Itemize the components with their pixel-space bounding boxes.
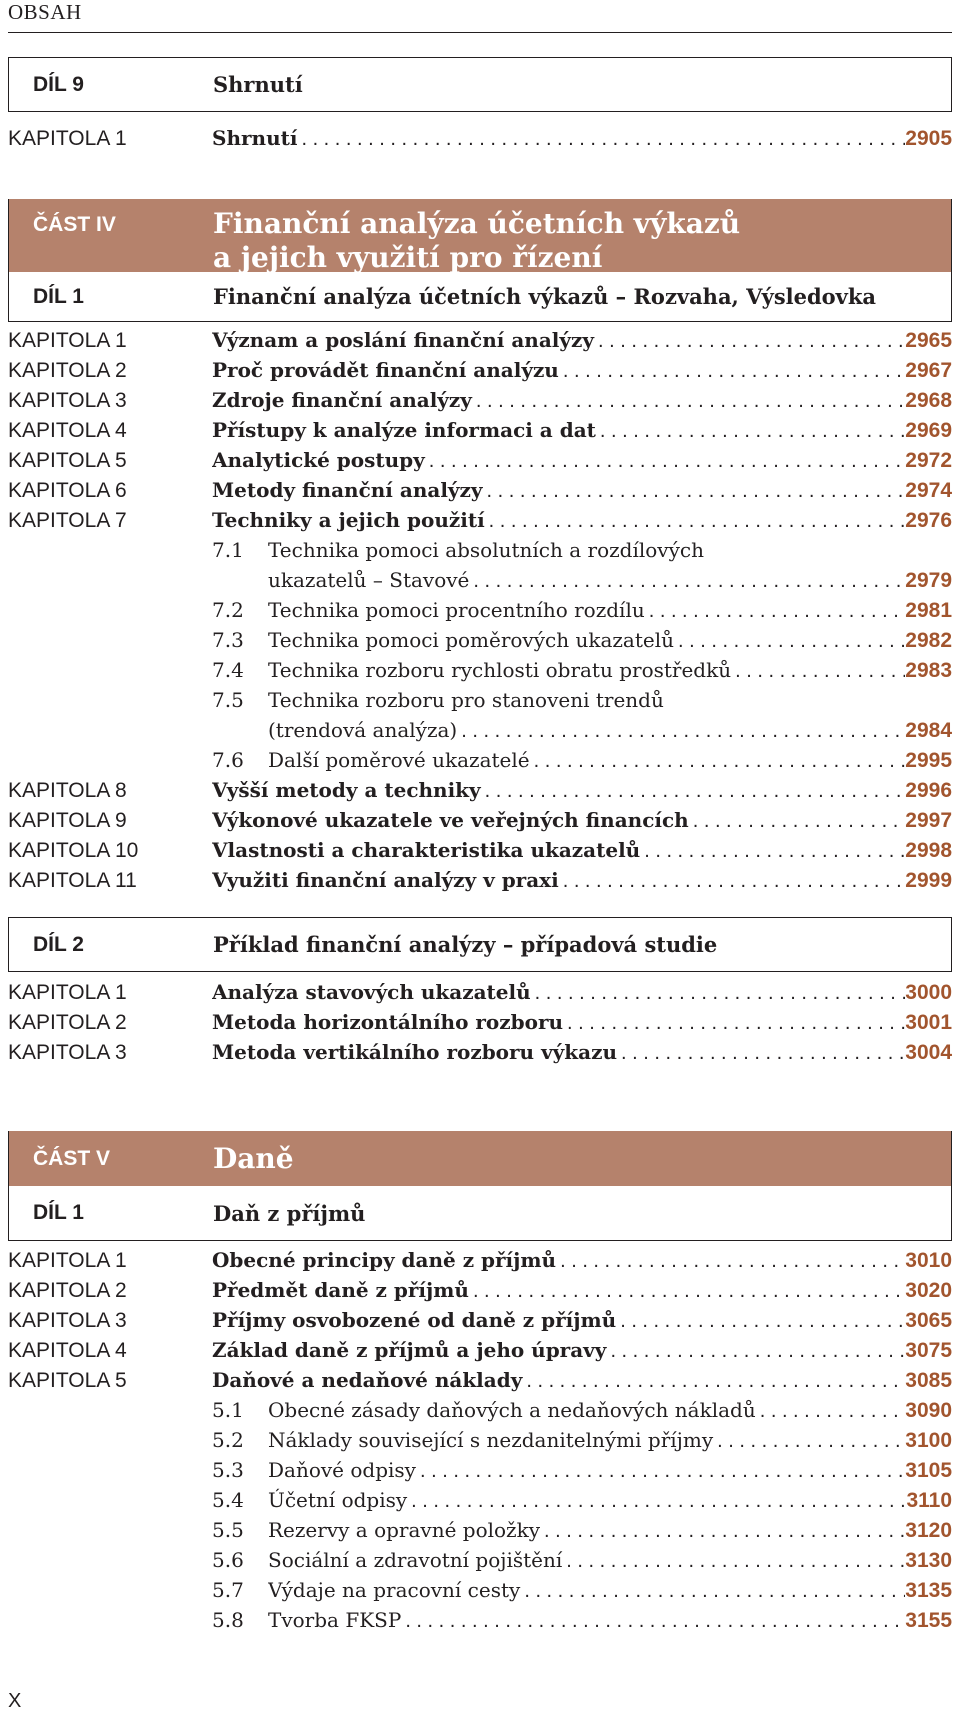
chapter-label: KAPITOLA 6 [8, 479, 127, 502]
section-title: Výdaje na pracovní cesty [268, 1578, 521, 1602]
chapter-label: KAPITOLA 11 [8, 869, 137, 892]
dot-leader [469, 1276, 905, 1306]
chapter-label: KAPITOLA 9 [8, 809, 127, 832]
chapter-label: KAPITOLA 4 [8, 419, 127, 442]
chapter-title: Shrnutí [212, 126, 298, 150]
chapter-title: Výkonové ukazatele ve veřejných financích [212, 808, 689, 832]
toc-subentry[interactable] [8, 595, 952, 625]
toc-entry[interactable] [8, 805, 952, 835]
dil-label: DÍL 1 [33, 1201, 84, 1224]
dot-leader [596, 416, 905, 446]
page-number: 2965 [905, 329, 952, 352]
page-number: 3001 [905, 1011, 952, 1034]
page-number: 3100 [905, 1429, 952, 1452]
header-label: OBSAH [8, 0, 82, 24]
section-number: 7.3 [212, 628, 244, 652]
toc-entry[interactable] [8, 415, 952, 445]
chapter-label: KAPITOLA 5 [8, 1369, 127, 1392]
toc-entry[interactable] [8, 385, 952, 415]
chapter-title: Vlastnosti a charakteristika ukazatelů [212, 838, 641, 862]
chapter-label: KAPITOLA 8 [8, 779, 127, 802]
cast4-dil2-heading [8, 917, 952, 972]
section-title: Technika pomoci poměrových ukazatelů [268, 628, 675, 652]
page-number: 2905 [905, 127, 952, 150]
chapter-label: KAPITOLA 1 [8, 329, 127, 352]
dil-label: DÍL 1 [33, 284, 84, 308]
cast5-heading [8, 1131, 952, 1186]
toc-entry[interactable] [8, 1245, 952, 1275]
section-number: 5.7 [212, 1578, 244, 1602]
section-number: 5.6 [212, 1548, 244, 1572]
dot-leader [483, 476, 906, 506]
chapter-title: Techniky a jejich použití [212, 508, 485, 532]
page-number: 3135 [905, 1579, 952, 1602]
chapter-title: Analýza stavových ukazatelů [212, 980, 531, 1004]
section-number: 5.1 [212, 1398, 244, 1422]
dot-leader [645, 596, 906, 626]
dot-leader [674, 626, 905, 656]
dot-leader [407, 1486, 906, 1516]
page-number: 2982 [905, 629, 952, 652]
dil-title: Daň z příjmů [213, 1200, 366, 1226]
page-number: 3110 [906, 1489, 952, 1512]
toc-entry[interactable] [8, 123, 952, 153]
table-of-contents [8, 57, 952, 1635]
page-number: 3065 [905, 1309, 952, 1332]
dot-leader [469, 566, 905, 596]
dot-leader [559, 356, 905, 386]
dot-leader [713, 1426, 905, 1456]
page-number: 2969 [905, 419, 952, 442]
section-number: 7.6 [212, 748, 244, 772]
toc-subentry[interactable] [8, 655, 952, 685]
dil-label: DÍL 9 [33, 72, 84, 96]
cast4-dil1-heading [8, 272, 952, 322]
toc-subentry[interactable] [8, 1545, 952, 1575]
dil-title: Finanční analýza účetních výkazů – Rozvaha, Výsledovka [213, 284, 877, 309]
dot-leader [617, 1038, 905, 1068]
page-number: 2983 [905, 659, 952, 682]
toc-entry[interactable] [8, 1305, 952, 1335]
dot-leader [559, 866, 906, 896]
chapter-title: Daňové a nedaňové náklady [212, 1368, 523, 1392]
section-number: 5.8 [212, 1608, 244, 1632]
chapter-title: Metoda vertikálního rozboru výkazu [212, 1040, 618, 1064]
page-number: 3010 [905, 1249, 952, 1272]
dot-leader [562, 1546, 905, 1576]
chapter-title: Příjmy osvobozené od daně z příjmů [212, 1308, 617, 1332]
toc-subentry[interactable] [8, 1485, 952, 1515]
dil9-heading [8, 57, 952, 112]
chapter-label: KAPITOLA 3 [8, 1309, 127, 1332]
dot-leader [756, 1396, 906, 1426]
page-number: 2976 [905, 509, 952, 532]
chapter-title: Analytické postupy [212, 448, 425, 472]
dot-leader [531, 978, 906, 1008]
toc-subentry-continuation[interactable] [8, 565, 952, 595]
toc-entry[interactable] [8, 865, 952, 895]
chapter-label: KAPITOLA 2 [8, 359, 127, 382]
section-title: Náklady související s nezdanitelnými příjmy [268, 1428, 714, 1452]
toc-subentry[interactable] [8, 685, 952, 715]
page-number: 2999 [905, 869, 952, 892]
cast-label: ČÁST IV [33, 213, 116, 236]
section-number: 5.4 [212, 1488, 244, 1512]
dot-leader [530, 746, 906, 776]
dil-title: Shrnutí [213, 72, 303, 97]
chapter-title: Zdroje finanční analýzy [212, 388, 472, 412]
dot-leader [616, 1306, 905, 1336]
dil-title: Příklad finanční analýzy – případová studie [213, 932, 718, 957]
dot-leader [689, 806, 906, 836]
page-number: 3085 [905, 1369, 952, 1392]
page-number: 3000 [905, 981, 952, 1004]
page-number: 2979 [905, 569, 952, 592]
section-title: Obecné zásady daňových a nedaňových nákladů [268, 1398, 756, 1422]
section-title: Daňové odpisy [268, 1458, 416, 1482]
chapter-label: KAPITOLA 2 [8, 1279, 127, 1302]
dot-leader [425, 446, 906, 476]
dot-leader [606, 1336, 905, 1366]
section-number: 5.3 [212, 1458, 244, 1482]
dot-leader [731, 656, 905, 686]
section-title: Sociální a zdravotní pojištění [268, 1548, 563, 1572]
cast5-dil1-heading [8, 1186, 952, 1241]
chapter-label: KAPITOLA 1 [8, 981, 127, 1004]
toc-entry[interactable] [8, 355, 952, 385]
section-title: Další poměrové ukazatelé [268, 748, 530, 772]
page-number: 3090 [905, 1399, 952, 1422]
cast-title-line1: Finanční analýza účetních výkazů [213, 207, 741, 240]
dot-leader [640, 836, 905, 866]
chapter-title: Obecné principy daně z příjmů [212, 1248, 557, 1272]
section-title: Technika pomoci procentního rozdílu [268, 598, 645, 622]
page-number: 2981 [905, 599, 952, 622]
page-number: 2995 [905, 749, 952, 772]
toc-subentry[interactable] [8, 1455, 952, 1485]
cast-title: Daně [213, 1141, 294, 1175]
section-title: ukazatelů – Stavové [268, 568, 470, 592]
toc-entry[interactable] [8, 1275, 952, 1305]
dot-leader [485, 506, 906, 536]
dot-leader [522, 1366, 905, 1396]
page-number: 2997 [905, 809, 952, 832]
toc-entry[interactable] [8, 775, 952, 805]
chapter-title: Význam a poslání finanční analýzy [212, 328, 594, 352]
dil-label: DÍL 2 [33, 932, 84, 956]
toc-subentry[interactable] [8, 625, 952, 655]
chapter-label: KAPITOLA 10 [8, 839, 139, 862]
chapter-title: Metody finanční analýzy [212, 478, 483, 502]
dot-leader [540, 1516, 905, 1546]
toc-subentry[interactable] [8, 745, 952, 775]
chapter-label: KAPITOLA 2 [8, 1011, 127, 1034]
dot-leader [563, 1008, 905, 1038]
chapter-title: Využiti finanční analýzy v praxi [212, 868, 559, 892]
chapter-label: KAPITOLA 7 [8, 509, 127, 532]
section-title: Rezervy a opravné položky [268, 1518, 541, 1542]
toc-entry[interactable] [8, 505, 952, 535]
chapter-title: Základ daně z příjmů a jeho úpravy [212, 1338, 607, 1362]
chapter-title: Metoda horizontálního rozboru [212, 1010, 564, 1034]
page-number: 2968 [905, 389, 952, 412]
chapter-title: Přístupy k analýze informaci a dat [212, 418, 596, 442]
toc-subentry[interactable] [8, 1425, 952, 1455]
section-title: Technika rozboru pro stanoveni trendů [268, 688, 664, 712]
toc-subentry[interactable] [8, 535, 952, 565]
toc-entry[interactable] [8, 977, 952, 1007]
toc-subentry[interactable] [8, 1395, 952, 1425]
section-title: Tvorba FKSP [268, 1608, 402, 1632]
section-title: Technika pomoci absolutních a rozdílových [268, 538, 704, 562]
chapter-title: Předmět daně z příjmů [212, 1278, 469, 1302]
toc-entry[interactable] [8, 1365, 952, 1395]
footer-page-number: X [8, 1690, 22, 1712]
toc-entry[interactable] [8, 1007, 952, 1037]
section-number: 7.4 [212, 658, 244, 682]
page-number: 3004 [905, 1041, 952, 1064]
cast-title [213, 207, 740, 275]
toc-subentry[interactable] [8, 1605, 952, 1635]
page-number: 3155 [905, 1609, 952, 1632]
toc-subentry-continuation[interactable] [8, 715, 952, 745]
dot-leader [457, 716, 905, 746]
chapter-label: KAPITOLA 1 [8, 127, 127, 150]
page-number: 3020 [905, 1279, 952, 1302]
page-number: 2996 [905, 779, 952, 802]
page-number: 3075 [905, 1339, 952, 1362]
dot-leader [472, 386, 905, 416]
chapter-label: KAPITOLA 4 [8, 1339, 127, 1362]
page-number: 2998 [905, 839, 952, 862]
page-header [8, 0, 952, 33]
page-number: 3120 [905, 1519, 952, 1542]
toc-entry[interactable] [8, 445, 952, 475]
dot-leader [401, 1606, 905, 1636]
chapter-label: KAPITOLA 5 [8, 449, 127, 472]
toc-subentry[interactable] [8, 1515, 952, 1545]
toc-entry[interactable] [8, 325, 952, 355]
dot-leader [481, 776, 906, 806]
chapter-label: KAPITOLA 1 [8, 1249, 127, 1272]
dot-leader [416, 1456, 905, 1486]
section-number: 7.1 [212, 538, 244, 562]
section-number: 5.5 [212, 1518, 244, 1542]
section-number: 7.5 [212, 688, 244, 712]
page-number: 3130 [905, 1549, 952, 1572]
chapter-label: KAPITOLA 3 [8, 1041, 127, 1064]
section-number: 5.2 [212, 1428, 244, 1452]
page-number: 3105 [905, 1459, 952, 1482]
chapter-title: Vyšší metody a techniky [212, 778, 481, 802]
toc-subentry[interactable] [8, 1575, 952, 1605]
section-number: 7.2 [212, 598, 244, 622]
cast-label: ČÁST V [33, 1146, 111, 1170]
page-number: 2974 [905, 479, 952, 502]
cast4-heading [8, 199, 952, 272]
cast-title-line2: a jejich využití pro řízení [213, 241, 603, 274]
page-number: 2984 [905, 719, 952, 742]
toc-entry[interactable] [8, 835, 952, 865]
dot-leader [297, 124, 905, 154]
dot-leader [556, 1246, 905, 1276]
toc-entry[interactable] [8, 1335, 952, 1365]
dot-leader [520, 1576, 905, 1606]
toc-entry[interactable] [8, 1037, 952, 1067]
page-number: 2967 [905, 359, 952, 382]
toc-entry[interactable] [8, 475, 952, 505]
chapter-title: Proč provádět finanční analýzu [212, 358, 559, 382]
dot-leader [594, 326, 905, 356]
section-title: (trendová analýza) [268, 718, 458, 742]
section-title: Účetní odpisy [268, 1488, 408, 1512]
page-number: 2972 [905, 449, 952, 472]
section-title: Technika rozboru rychlosti obratu prostředků [268, 658, 732, 682]
chapter-label: KAPITOLA 3 [8, 389, 127, 412]
